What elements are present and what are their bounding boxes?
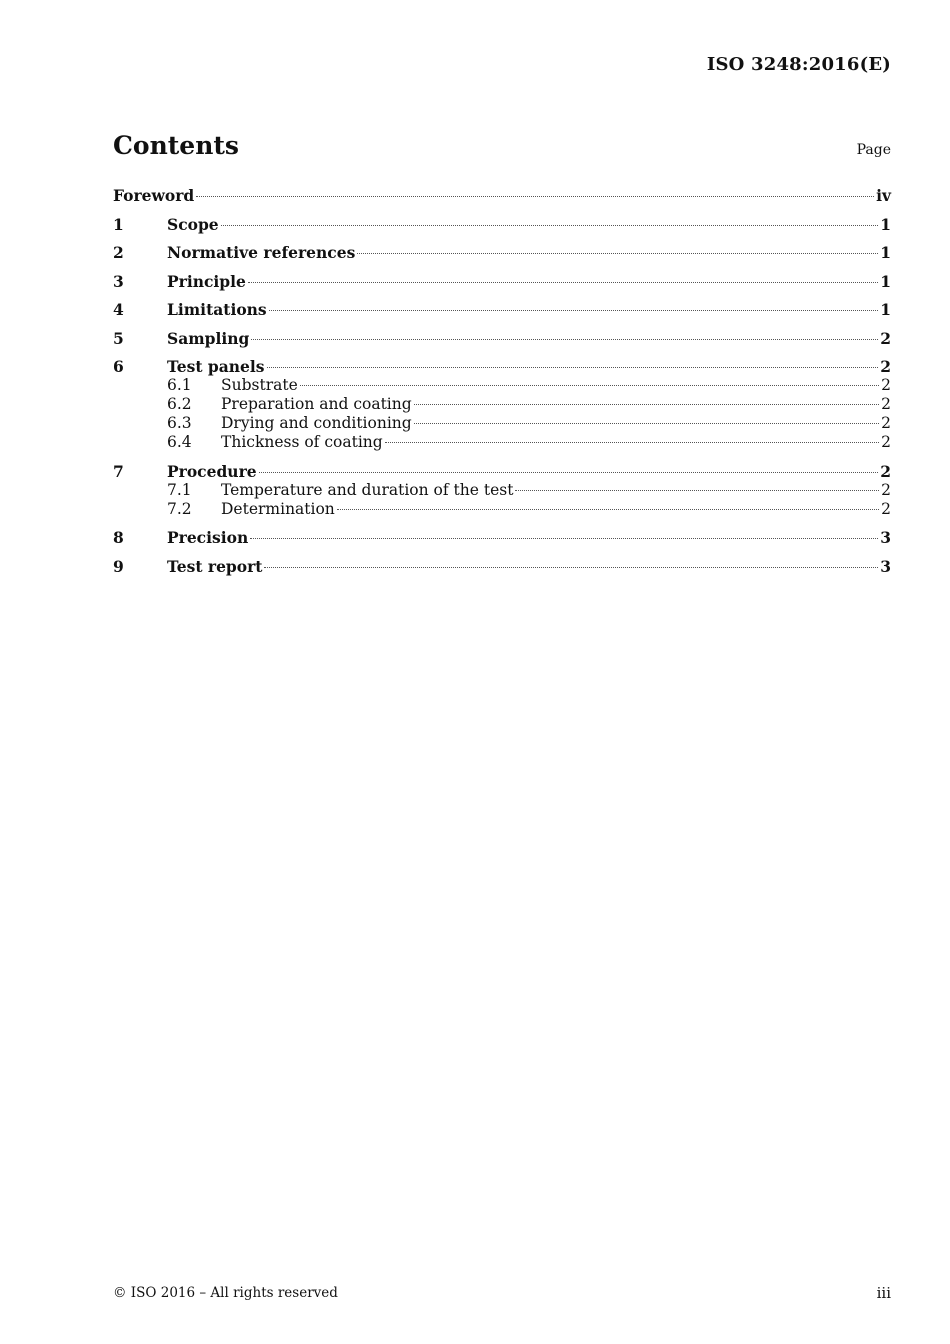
toc-entry-7[interactable] bbox=[113, 462, 891, 481]
toc-subentry-number: 6.3 bbox=[167, 414, 192, 432]
dot-leader bbox=[300, 385, 879, 386]
toc-subentry-number: 6.1 bbox=[167, 376, 192, 394]
toc-entry-page: 1 bbox=[880, 271, 891, 291]
footer-page-number: iii bbox=[876, 1284, 891, 1302]
dot-leader bbox=[259, 472, 879, 473]
toc-subentry-6-1[interactable] bbox=[113, 376, 891, 395]
toc-subentry-title: Preparation and coating bbox=[221, 395, 412, 413]
dot-leader bbox=[269, 310, 879, 311]
toc-entry-number: 5 bbox=[113, 328, 124, 348]
contents-title: Contents bbox=[113, 131, 240, 160]
toc-subentry-number: 7.1 bbox=[167, 480, 192, 499]
toc-subentry-title: Determination bbox=[221, 499, 335, 518]
toc-entry-number: 3 bbox=[113, 271, 124, 291]
toc-entry-9[interactable] bbox=[113, 557, 891, 576]
toc-entry-title: Foreword bbox=[113, 186, 195, 205]
toc-entry-3[interactable] bbox=[113, 272, 891, 291]
toc-entry-1[interactable] bbox=[113, 215, 891, 234]
toc-entry-5[interactable] bbox=[113, 329, 891, 348]
toc-entry-8[interactable] bbox=[113, 528, 891, 547]
toc-subentry-title: Thickness of coating bbox=[221, 433, 383, 451]
toc-subentry-number: 6.4 bbox=[167, 433, 192, 451]
toc-entry-page: 1 bbox=[880, 243, 891, 262]
page-column-label: Page bbox=[856, 142, 891, 158]
toc-entry-title: Limitations bbox=[167, 300, 267, 319]
toc-entry-2[interactable] bbox=[113, 243, 891, 262]
contents-heading-row bbox=[113, 131, 891, 165]
toc-entry-page: 2 bbox=[880, 461, 891, 481]
toc-subentry-page: 2 bbox=[881, 480, 891, 499]
toc-subentry-page: 2 bbox=[881, 499, 891, 518]
dot-leader bbox=[515, 490, 879, 491]
toc-subentry-title: Substrate bbox=[221, 376, 298, 394]
toc-entry-title: Procedure bbox=[167, 461, 257, 481]
toc-subentry-6-3[interactable] bbox=[113, 414, 891, 433]
dot-leader bbox=[267, 367, 879, 368]
toc-entry-number: 8 bbox=[113, 528, 124, 547]
toc-entry-title: Test report bbox=[167, 556, 263, 576]
dot-leader bbox=[248, 282, 878, 283]
document-id: ISO 3248:2016(E) bbox=[706, 54, 891, 75]
toc-entry-6[interactable] bbox=[113, 357, 891, 376]
dot-leader bbox=[357, 253, 878, 254]
toc-entry-page: 2 bbox=[880, 328, 891, 348]
dot-leader bbox=[385, 442, 879, 443]
dot-leader bbox=[196, 196, 874, 197]
toc-entry-number: 7 bbox=[113, 461, 124, 481]
dot-leader bbox=[414, 404, 879, 405]
dot-leader bbox=[264, 567, 878, 568]
toc-entry-number: 1 bbox=[113, 214, 124, 234]
toc-entry-title: Principle bbox=[167, 271, 246, 291]
footer-copyright: © ISO 2016 – All rights reserved bbox=[113, 1285, 338, 1301]
toc-entry-foreword[interactable] bbox=[113, 186, 891, 205]
toc-subentry-page: 2 bbox=[881, 433, 891, 451]
dot-leader bbox=[221, 225, 879, 226]
toc-subentry-page: 2 bbox=[881, 395, 891, 413]
toc-entry-page: 1 bbox=[880, 300, 891, 319]
dot-leader bbox=[414, 423, 879, 424]
toc-subentry-title: Temperature and duration of the test bbox=[221, 480, 514, 499]
toc-entry-page: 3 bbox=[880, 528, 891, 547]
toc-entry-title: Sampling bbox=[167, 328, 250, 348]
toc-entry-number: 4 bbox=[113, 300, 124, 319]
toc-entry-page: 2 bbox=[880, 357, 891, 376]
toc-entry-number: 6 bbox=[113, 357, 124, 376]
toc-subentry-6-4[interactable] bbox=[113, 433, 891, 452]
toc-subentry-7-2[interactable] bbox=[113, 500, 891, 519]
toc-subentry-title: Drying and conditioning bbox=[221, 414, 412, 432]
toc-entry-title: Precision bbox=[167, 528, 249, 547]
toc-entry-title: Scope bbox=[167, 214, 219, 234]
toc-entry-page: 3 bbox=[880, 556, 891, 576]
toc-entry-number: 2 bbox=[113, 243, 124, 262]
table-of-contents bbox=[113, 186, 891, 585]
toc-entry-page: iv bbox=[876, 186, 891, 205]
toc-subentry-number: 7.2 bbox=[167, 499, 192, 518]
toc-subentry-number: 6.2 bbox=[167, 395, 192, 413]
toc-entry-title: Test panels bbox=[167, 357, 265, 376]
toc-subentry-page: 2 bbox=[881, 414, 891, 432]
toc-subentry-7-1[interactable] bbox=[113, 481, 891, 500]
dot-leader bbox=[251, 339, 878, 340]
toc-subentry-page: 2 bbox=[881, 376, 891, 394]
dot-leader bbox=[250, 538, 878, 539]
toc-subentry-6-2[interactable] bbox=[113, 395, 891, 414]
toc-entry-page: 1 bbox=[880, 214, 891, 234]
toc-entry-number: 9 bbox=[113, 556, 124, 576]
dot-leader bbox=[337, 509, 879, 510]
toc-entry-title: Normative references bbox=[167, 243, 356, 262]
toc-entry-4[interactable] bbox=[113, 300, 891, 319]
